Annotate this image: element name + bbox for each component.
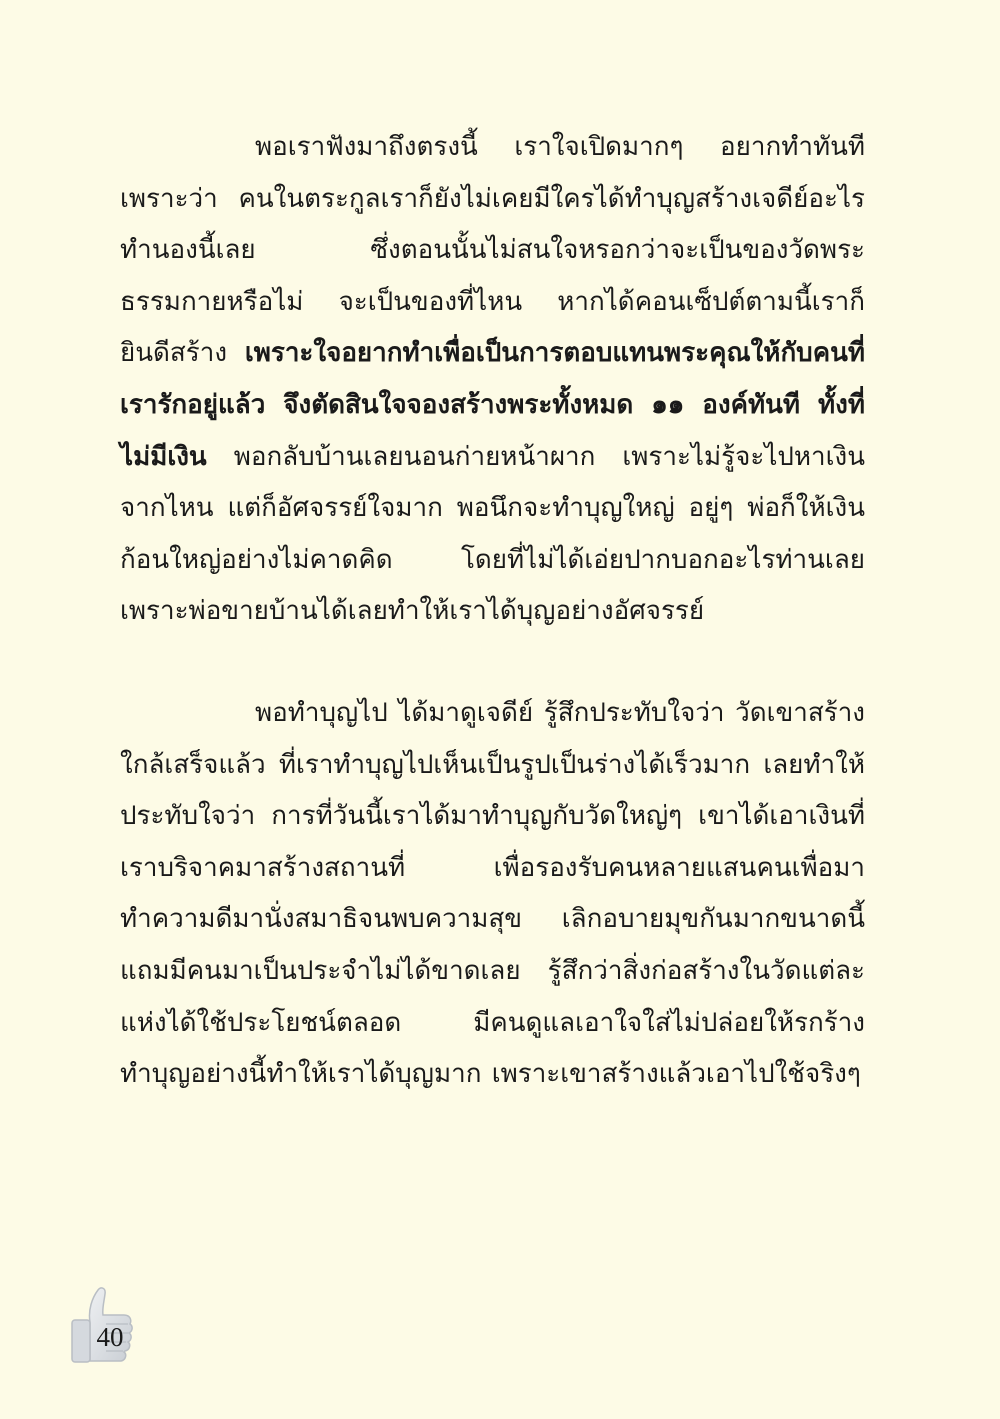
paragraph-1-segment-3: พอกลับบ้านเลยนอนก่ายหน้าผาก เพราะไม่รู้จะไปหาเงินจากไหน แต่ก็อัศจรรย์ใจมาก พอนึกจะทำบุญใหญ่ อยู่ๆ พ่อก็ให้เงินก้อนใหญ่อย่างไม่คาดคิด โดยที่ไม่ได้เอ่ยปากบอกอะไรท่านเลย เพราะพ่อขายบ้านได้เลยทำให้เราได้บุญอย่างอัศจรรย์ (120, 441, 865, 627)
body-text (120, 122, 865, 1101)
paragraph-2 (120, 688, 865, 1101)
paragraph-1-bold-segment: เพราะใจอยากทำเพื่อเป็นการตอบแทนพระคุณให้กับคนที่เรารักอยู่แล้ว จึงตัดสินใจจองสร้างพระทั้งหมด ๑๑ องค์ทันที ทั้งที่ไม่มีเงิน (120, 338, 865, 472)
paragraph-1 (120, 122, 865, 638)
paragraph-2-segment-1: พอทำบุญไป ได้มาดูเจดีย์ รู้สึกประทับใจว่า วัดเขาสร้างใกล้เสร็จแล้ว ที่เราทำบุญไปเห็นเป็นรูปเป็นร่างได้เร็วมาก เลยทำให้ประทับใจว่า การที่วันนี้เราได้มาทำบุญกับวัดใหญ่ๆ เขาได้เอาเงินที่เราบริจาคมาสร้างสถานที่ เพื่อรองรับคนหลายแสนคนเพื่อมาทำความดีมานั่งสมาธิจนพบความสุข เลิกอบายมุขกันมากขนาดนี้ แถมมีคนมาเป็นประจำไม่ได้ขาดเลย รู้สึกว่าสิ่งก่อสร้างในวัดแต่ละแห่งได้ใช้ประโยชน์ตลอด มีคนดูแลเอาใจใส่ไม่ปล่อยให้รกร้าง ทำบุญอย่างนี้ทำให้เราได้บุญมาก เพราะเขาสร้างแล้วเอาไปใช้จริงๆ (120, 697, 865, 1090)
page-number: 40 (96, 1322, 124, 1352)
page-footer (66, 1282, 146, 1366)
paragraph-1-segment-1: พอเราฟังมาถึงตรงนี้ เราใจเปิดมากๆ อยากทำทันที เพราะว่า คนในตระกูลเราก็ยังไม่เคยมีใครได้ทำบุญสร้างเจดีย์อะไรทำนองนี้เลย ซึ่งตอนนั้นไม่สนใจหรอกว่าจะเป็นของวัดพระธรรมกายหรือไม่ จะเป็นของที่ไหน หากได้คอนเซ็ปต์ตามนี้เราก็ยินดีสร้าง (120, 132, 865, 369)
